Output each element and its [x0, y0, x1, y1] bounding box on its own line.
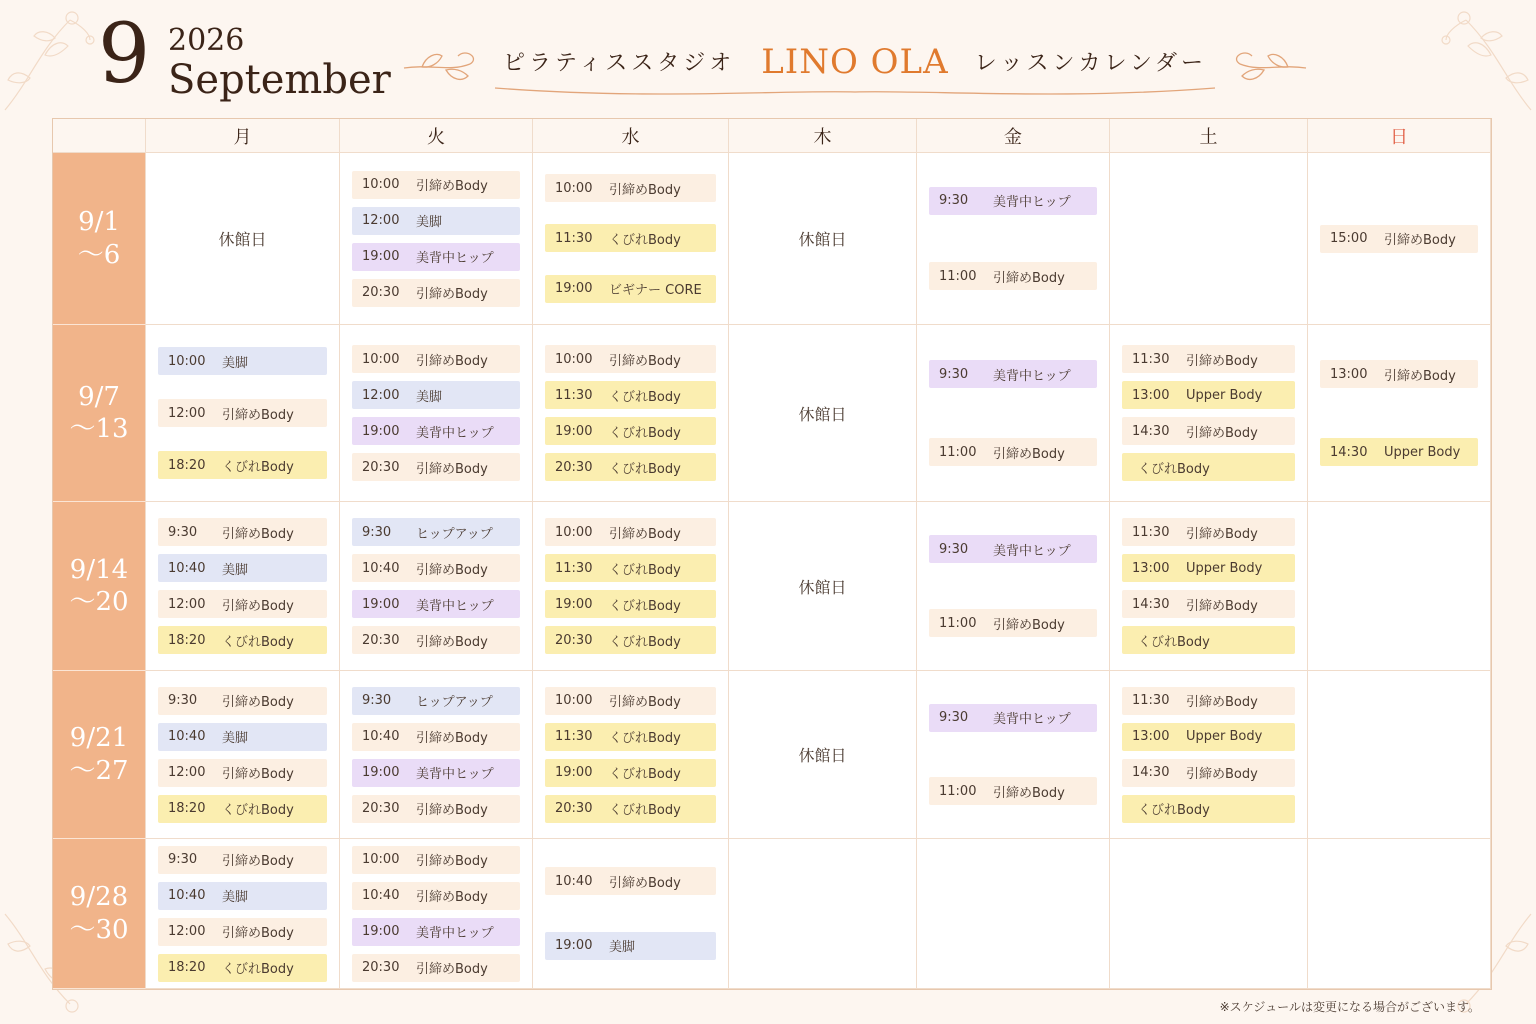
day-cell	[917, 839, 1110, 989]
lesson-slot	[545, 759, 716, 787]
page-title	[400, 42, 1310, 82]
lesson-time: 9:30	[939, 710, 969, 726]
lesson-slot	[352, 882, 520, 910]
lesson-slot	[352, 279, 520, 307]
lesson-time: 19:00	[362, 765, 400, 780]
day-cell	[146, 839, 340, 989]
lesson-time: 15:00	[1330, 231, 1368, 246]
lesson-slot	[1122, 795, 1295, 823]
lesson-slot	[352, 795, 520, 823]
lesson-slot	[352, 590, 520, 618]
lesson-name: ビギナー CORE	[609, 283, 702, 299]
lesson-name: くびれBody	[609, 634, 681, 650]
lesson-time: 13:00	[1132, 729, 1170, 744]
lesson-name: 引締めBody	[416, 890, 488, 905]
lesson-name: 引締めBody	[416, 731, 488, 746]
lesson-time: 12:00	[168, 924, 206, 939]
lesson-time: 14:30	[1132, 423, 1170, 439]
lesson-name: くびれBody	[609, 232, 681, 248]
lesson-name: 引締めBody	[416, 962, 488, 977]
lesson-time: 10:40	[168, 888, 206, 903]
lesson-time: 20:30	[362, 801, 400, 816]
day-cell	[340, 325, 533, 502]
week-range-label	[53, 502, 146, 671]
lesson-slot	[929, 535, 1097, 563]
lesson-name: 美背中ヒップ	[416, 251, 494, 266]
lesson-time: 19:00	[555, 765, 593, 780]
lesson-time: 11:30	[1132, 524, 1170, 540]
lesson-time: 9:30	[939, 366, 969, 382]
lesson-time: 11:30	[555, 387, 593, 403]
week-range-label	[53, 671, 146, 839]
lesson-slot	[1122, 687, 1295, 715]
day-cell	[340, 671, 533, 839]
lesson-slot	[545, 275, 716, 303]
title-right: レッスンカレンダー	[974, 51, 1208, 76]
day-cell	[340, 839, 533, 989]
lesson-slot	[545, 795, 716, 823]
lesson-name: くびれBody	[609, 389, 681, 405]
day-cell	[1110, 839, 1308, 989]
lesson-slot	[352, 918, 520, 946]
lesson-time: 10:00	[362, 351, 400, 367]
lesson-slot	[1122, 759, 1295, 787]
lesson-slot	[545, 381, 716, 409]
lesson-time: 9:30	[362, 524, 392, 540]
week-range-end: ～20	[69, 587, 129, 617]
lesson-slot	[929, 262, 1097, 290]
lesson-slot	[545, 932, 716, 960]
lesson-slot	[158, 451, 327, 479]
lesson-time: 12:00	[168, 596, 206, 612]
day-cell	[1308, 839, 1491, 989]
closed-label: 休館日	[798, 577, 847, 597]
lesson-name: 美脚	[416, 215, 443, 230]
lesson-name: 引締めBody	[416, 634, 488, 650]
lesson-time: 11:30	[555, 230, 593, 246]
day-cell	[1308, 325, 1491, 502]
lesson-slot	[158, 795, 327, 823]
lesson-slot	[1122, 453, 1295, 481]
lesson-slot	[545, 867, 716, 895]
lesson-time: 10:40	[168, 560, 206, 576]
day-cell-closed	[729, 325, 917, 502]
lesson-name: 引締めBody	[222, 767, 294, 782]
lesson-name: 引締めBody	[609, 182, 681, 198]
lesson-time: 10:00	[555, 693, 593, 708]
lesson-slot	[158, 882, 327, 910]
day-cell	[1110, 671, 1308, 839]
lesson-time: 9:30	[362, 693, 392, 708]
lesson-slot	[158, 347, 327, 375]
weekday-header: 水	[533, 119, 729, 153]
lesson-name: Upper Body	[1186, 729, 1263, 744]
brand-name: LINO OLA	[761, 42, 949, 82]
lesson-slot	[929, 704, 1097, 732]
lesson-time: 20:30	[555, 632, 593, 648]
lesson-name: くびれBody	[1138, 461, 1210, 477]
week-range-start: 9/14	[69, 554, 129, 585]
day-cell	[533, 839, 729, 989]
lesson-name: 引締めBody	[1186, 598, 1258, 614]
week-range-end: ～27	[69, 755, 129, 786]
lesson-name: 引締めBody	[222, 526, 294, 542]
lesson-name: 美脚	[416, 389, 443, 405]
lesson-name: 引締めBody	[609, 353, 681, 369]
lesson-time: 9:30	[168, 524, 198, 540]
lesson-time: 11:30	[1132, 351, 1170, 367]
lesson-slot	[1122, 345, 1295, 373]
lesson-time: 9:30	[939, 193, 969, 209]
lesson-name: 美脚	[222, 355, 249, 371]
day-cell	[1308, 153, 1491, 325]
lesson-slot	[352, 518, 520, 546]
lesson-slot	[545, 554, 716, 582]
lesson-time: 18:20	[168, 801, 206, 816]
lesson-slot	[158, 918, 327, 946]
week-range-start: 9/7	[78, 381, 120, 412]
lesson-name: 引締めBody	[416, 353, 488, 369]
lesson-slot	[545, 417, 716, 445]
weekday-header-sunday: 日	[1308, 119, 1491, 153]
lesson-slot	[352, 759, 520, 787]
lesson-name: くびれBody	[222, 459, 294, 475]
header-corner	[53, 119, 146, 153]
day-cell	[1308, 671, 1491, 839]
lesson-slot	[158, 554, 327, 582]
lesson-name: Upper Body	[1384, 444, 1461, 460]
lesson-time: 11:30	[555, 560, 593, 576]
weekday-header: 金	[917, 119, 1110, 153]
week-range-start: 9/1	[78, 207, 120, 237]
lesson-name: 引締めBody	[609, 695, 681, 710]
lesson-slot	[158, 954, 327, 982]
lesson-name: 引締めBody	[416, 179, 488, 194]
weekday-header: 土	[1110, 119, 1308, 153]
lesson-name: 引締めBody	[1186, 425, 1258, 441]
closed-label: 休館日	[218, 230, 267, 249]
lesson-time: 10:00	[555, 351, 593, 367]
lesson-time: 10:40	[362, 888, 400, 903]
week-range-label	[53, 325, 146, 502]
lesson-time: 11:00	[939, 268, 977, 284]
day-cell-closed	[729, 153, 917, 325]
lesson-name: くびれBody	[609, 598, 681, 614]
month-number: 9	[98, 7, 151, 102]
lesson-name: くびれBody	[609, 562, 681, 578]
lesson-slot	[545, 224, 716, 252]
title-banner	[400, 34, 1310, 98]
day-cell	[533, 671, 729, 839]
lesson-time: 10:40	[168, 729, 206, 744]
lesson-name: 美背中ヒップ	[416, 767, 494, 782]
weekday-header: 月	[146, 119, 340, 153]
week-range-start: 9/21	[69, 723, 129, 753]
lesson-time: 18:20	[168, 960, 206, 975]
week-range-start: 9/28	[69, 882, 129, 912]
week-range-end: ～6	[77, 239, 121, 270]
lesson-slot	[1122, 518, 1295, 546]
day-cell-closed	[729, 502, 917, 671]
lesson-slot	[545, 518, 716, 546]
lesson-time: 12:00	[362, 213, 400, 228]
day-cell	[533, 502, 729, 671]
lesson-time: 20:30	[362, 459, 400, 475]
lesson-slot	[158, 846, 327, 874]
lesson-time: 19:00	[555, 596, 593, 612]
lesson-name: 美脚	[222, 890, 249, 905]
day-cell	[340, 502, 533, 671]
lesson-name: 引締めBody	[1186, 526, 1258, 542]
week-range-end: ～13	[69, 414, 129, 444]
lesson-name: くびれBody	[609, 767, 681, 782]
lesson-slot	[352, 207, 520, 235]
lesson-slot	[1320, 438, 1478, 466]
lesson-slot	[1122, 626, 1295, 654]
lesson-slot	[158, 518, 327, 546]
lesson-time: 20:30	[362, 632, 400, 648]
day-cell	[533, 325, 729, 502]
day-cell	[146, 671, 340, 839]
lesson-slot	[929, 609, 1097, 637]
lesson-slot	[929, 360, 1097, 388]
day-cell-closed	[729, 671, 917, 839]
lesson-name: くびれBody	[222, 962, 294, 977]
day-cell	[1110, 502, 1308, 671]
lesson-slot	[352, 846, 520, 874]
lesson-name: 引締めBody	[1186, 695, 1258, 710]
lesson-time: 10:40	[362, 560, 400, 576]
lesson-name: 引締めBody	[416, 803, 488, 818]
lesson-name: 引締めBody	[416, 287, 488, 302]
lesson-time: 12:00	[168, 765, 206, 780]
day-cell	[729, 839, 917, 989]
week-range-label	[53, 153, 146, 325]
month-name: September	[168, 57, 391, 103]
closed-label: 休館日	[798, 404, 847, 424]
lesson-name: 引締めBody	[416, 854, 488, 869]
lesson-slot	[929, 777, 1097, 805]
lesson-slot	[158, 590, 327, 618]
lesson-slot	[158, 759, 327, 787]
lesson-time: 9:30	[939, 541, 969, 557]
lesson-time: 19:00	[362, 924, 400, 939]
lesson-slot	[545, 590, 716, 618]
lesson-name: 引締めBody	[993, 617, 1065, 633]
day-cell	[917, 502, 1110, 671]
lesson-name: Upper Body	[1186, 560, 1263, 576]
lesson-name: ヒップアップ	[416, 695, 493, 710]
lesson-slot	[352, 626, 520, 654]
lesson-calendar-grid	[52, 118, 1492, 990]
lesson-slot	[1122, 417, 1295, 445]
lesson-name: 引締めBody	[1186, 767, 1258, 782]
lesson-time: 9:30	[168, 852, 198, 867]
lesson-name: 美背中ヒップ	[993, 195, 1071, 211]
lesson-slot	[352, 954, 520, 982]
lesson-slot	[545, 345, 716, 373]
lesson-slot	[158, 723, 327, 751]
lesson-name: くびれBody	[1138, 803, 1210, 818]
lesson-time: 14:30	[1132, 596, 1170, 612]
week-range-end: ～30	[69, 914, 129, 945]
lesson-slot	[545, 687, 716, 715]
lesson-slot	[352, 171, 520, 199]
lesson-name: 引締めBody	[222, 407, 294, 423]
lesson-time: 12:00	[362, 387, 400, 403]
lesson-time: 11:00	[939, 783, 977, 799]
day-cell	[146, 502, 340, 671]
lesson-name: くびれBody	[222, 634, 294, 650]
lesson-time: 19:00	[555, 281, 593, 297]
lesson-slot	[352, 687, 520, 715]
day-cell	[533, 153, 729, 325]
lesson-slot	[352, 554, 520, 582]
lesson-name: 美背中ヒップ	[993, 543, 1071, 559]
lesson-time: 10:40	[362, 729, 400, 744]
lesson-name: 美背中ヒップ	[416, 598, 494, 614]
lesson-time: 11:00	[939, 444, 977, 460]
lesson-time: 11:30	[555, 729, 593, 744]
lesson-name: 引締めBody	[993, 785, 1065, 801]
lesson-name: 引締めBody	[416, 461, 488, 477]
lesson-slot	[158, 626, 327, 654]
lesson-slot	[1320, 360, 1478, 388]
lesson-time: 14:30	[1132, 765, 1170, 780]
lesson-slot	[352, 243, 520, 271]
lesson-time: 19:00	[362, 423, 400, 439]
lesson-slot	[158, 687, 327, 715]
lesson-name: 引締めBody	[993, 270, 1065, 286]
lesson-time: 13:00	[1132, 560, 1170, 576]
lesson-time: 18:20	[168, 457, 206, 473]
lesson-name: 美背中ヒップ	[416, 425, 494, 441]
lesson-time: 13:00	[1330, 366, 1368, 382]
day-cell	[917, 153, 1110, 325]
title-left: ピラティススタジオ	[502, 51, 736, 76]
lesson-name: 美背中ヒップ	[993, 712, 1071, 728]
lesson-name: 引締めBody	[609, 526, 681, 542]
lesson-slot	[545, 174, 716, 202]
lesson-name: Upper Body	[1186, 387, 1263, 403]
lesson-name: 引締めBody	[1186, 353, 1258, 369]
lesson-time: 12:00	[168, 405, 206, 421]
lesson-slot	[1122, 723, 1295, 751]
day-cell	[917, 325, 1110, 502]
lesson-time: 14:30	[1330, 444, 1368, 460]
day-cell	[146, 325, 340, 502]
lesson-slot	[352, 417, 520, 445]
lesson-name: 引締めBody	[222, 926, 294, 941]
lesson-slot	[1122, 590, 1295, 618]
lesson-time: 20:30	[555, 801, 593, 816]
closed-label: 休館日	[798, 230, 847, 249]
weekday-header: 火	[340, 119, 533, 153]
lesson-time: 11:00	[939, 615, 977, 631]
lesson-name: くびれBody	[609, 425, 681, 441]
lesson-name: 引締めBody	[416, 562, 488, 578]
lesson-slot	[352, 381, 520, 409]
lesson-slot	[352, 453, 520, 481]
lesson-time: 10:00	[362, 177, 400, 192]
lesson-slot	[929, 438, 1097, 466]
day-cell	[1308, 502, 1491, 671]
day-cell	[1110, 325, 1308, 502]
day-cell	[1110, 153, 1308, 325]
lesson-name: 美背中ヒップ	[993, 368, 1071, 384]
lesson-slot	[1320, 225, 1478, 253]
lesson-time: 19:00	[555, 938, 593, 954]
lesson-time: 9:30	[168, 693, 198, 708]
lesson-slot	[545, 626, 716, 654]
lesson-name: 引締めBody	[222, 695, 294, 710]
lesson-slot	[545, 723, 716, 751]
lesson-name: ヒップアップ	[416, 526, 493, 542]
lesson-time: 19:00	[362, 249, 400, 264]
lesson-name: くびれBody	[609, 461, 681, 477]
lesson-time: 20:30	[555, 459, 593, 475]
lesson-name: くびれBody	[222, 803, 294, 818]
weekday-header: 木	[729, 119, 917, 153]
day-cell	[917, 671, 1110, 839]
lesson-name: 引締めBody	[222, 854, 294, 869]
lesson-time: 20:30	[362, 285, 400, 300]
lesson-time: 19:00	[362, 596, 400, 612]
schedule-footnote: ※スケジュールは変更になる場合がございます。	[1219, 1000, 1480, 1014]
lesson-time: 11:30	[1132, 693, 1170, 708]
lesson-time: 10:00	[555, 180, 593, 196]
lesson-slot	[1122, 554, 1295, 582]
lesson-slot	[545, 453, 716, 481]
lesson-time: 20:30	[362, 960, 400, 975]
lesson-time: 10:00	[168, 353, 206, 369]
lesson-name: 引締めBody	[609, 875, 681, 891]
lesson-name: くびれBody	[1138, 634, 1210, 650]
lesson-name: 引締めBody	[1384, 233, 1456, 248]
lesson-name: くびれBody	[609, 731, 681, 746]
lesson-time: 13:00	[1132, 387, 1170, 403]
lesson-time: 18:20	[168, 632, 206, 648]
lesson-slot	[929, 187, 1097, 215]
lesson-name: 引締めBody	[993, 446, 1065, 462]
lesson-slot	[352, 345, 520, 373]
lesson-name: 美脚	[222, 731, 249, 746]
year: 2026	[168, 23, 245, 58]
week-range-label	[53, 839, 146, 989]
lesson-slot	[352, 723, 520, 751]
lesson-name: 引締めBody	[1384, 368, 1456, 384]
closed-label: 休館日	[798, 746, 847, 765]
lesson-name: 美脚	[222, 562, 249, 578]
lesson-time: 10:40	[555, 873, 593, 889]
calendar-header	[0, 0, 1536, 118]
day-cell-closed	[146, 153, 340, 325]
lesson-slot	[158, 399, 327, 427]
lesson-time: 19:00	[555, 423, 593, 439]
lesson-name: 美脚	[609, 940, 636, 956]
lesson-name: くびれBody	[609, 803, 681, 818]
lesson-name: 美背中ヒップ	[416, 926, 494, 941]
lesson-name: 引締めBody	[222, 598, 294, 614]
day-cell	[340, 153, 533, 325]
lesson-time: 10:00	[555, 524, 593, 540]
lesson-time: 10:00	[362, 852, 400, 867]
lesson-slot	[1122, 381, 1295, 409]
